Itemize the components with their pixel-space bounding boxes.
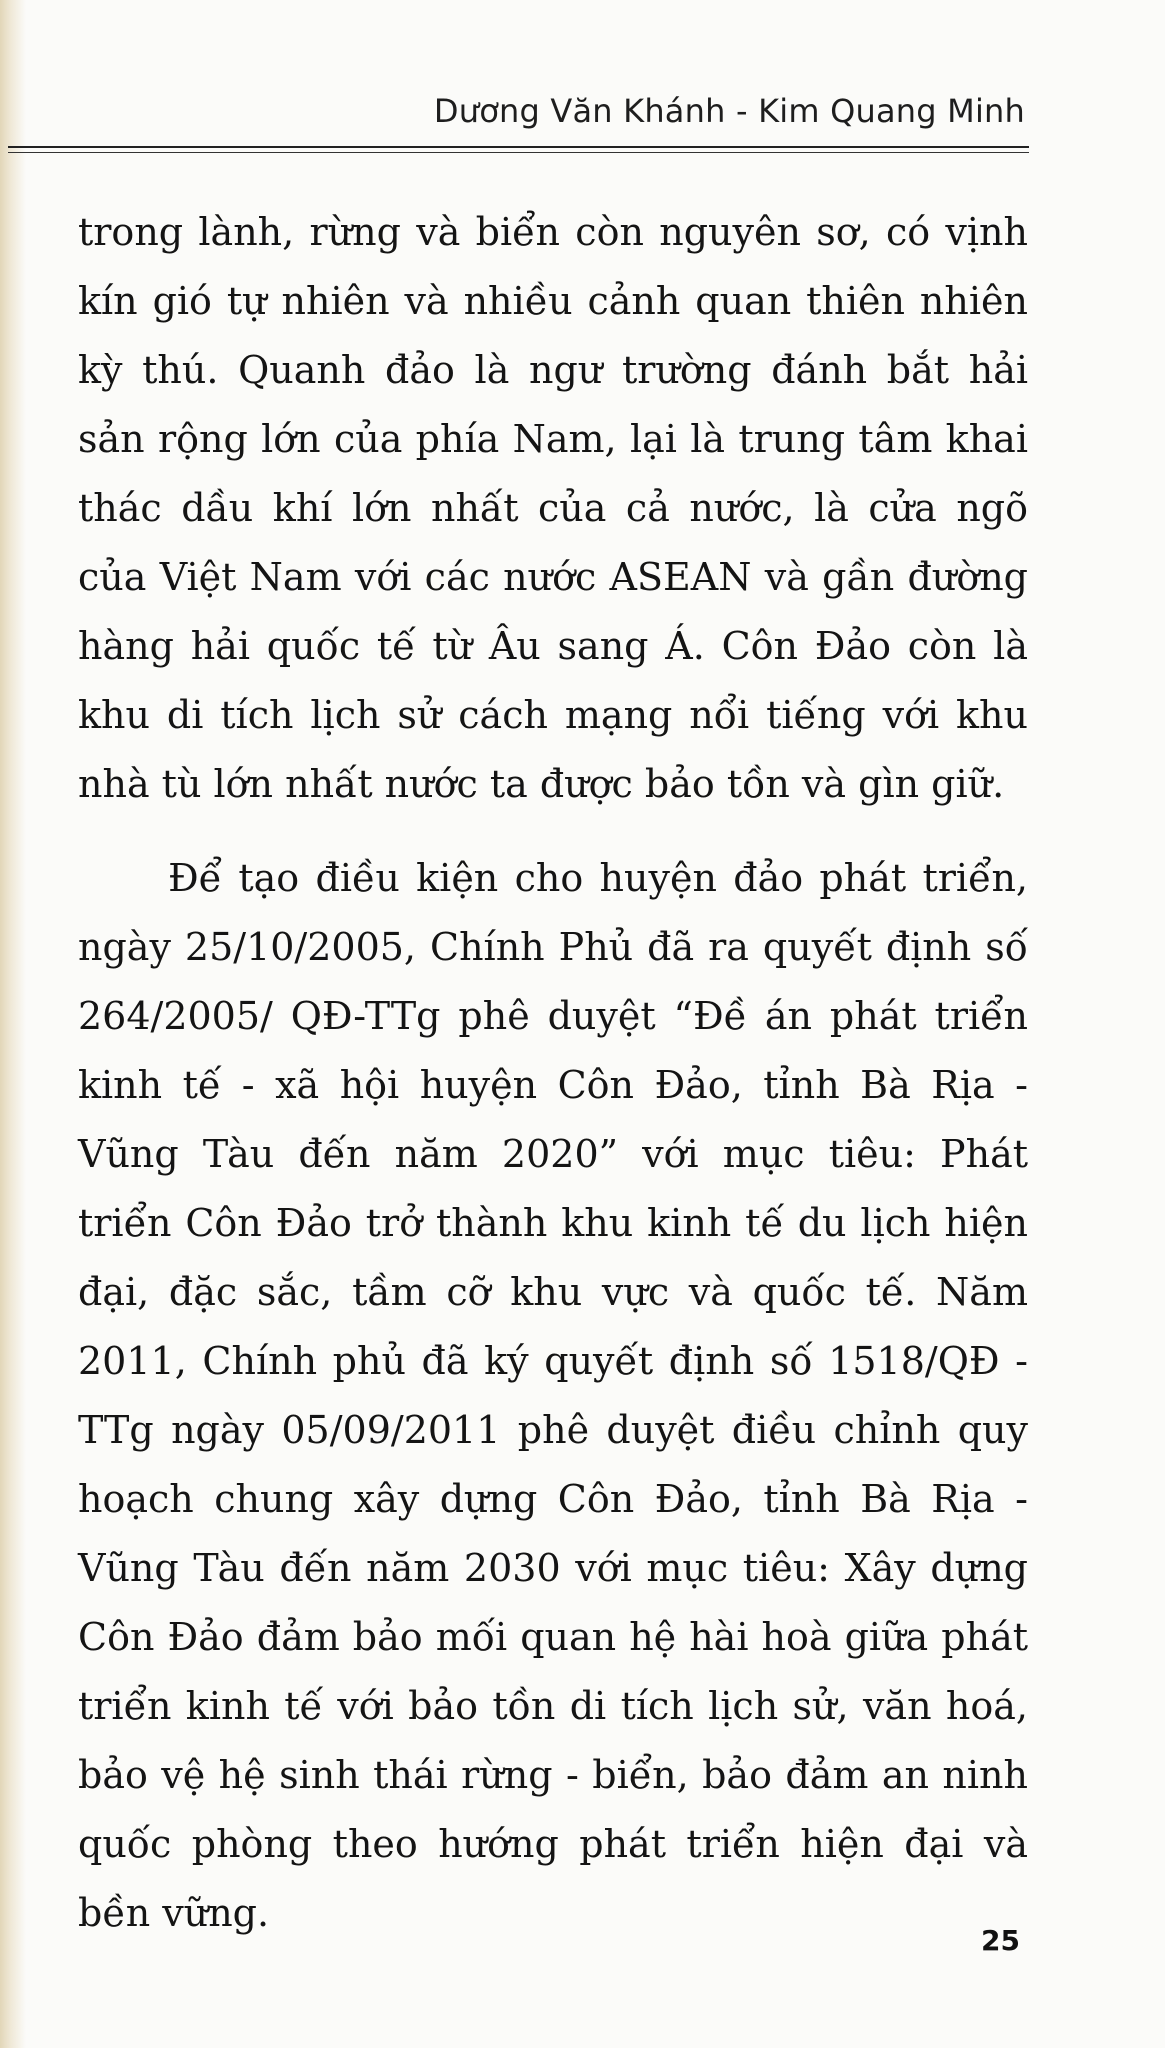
paragraph: Để tạo điều kiện cho huyện đảo phát triển, ngày 25/10/2005, Chính Phủ đã ra quyết định số 264/2005/ QĐ-TTg phê duyệt “Đề án phát triển kinh tế - xã hội huyện Côn Đảo, tỉnh Bà Rịa - Vũng Tàu đến năm 2020” với mục tiêu: Phát triển Côn Đảo trở thành khu kinh tế du lịch hiện đại, đặc sắc, tầm cỡ khu vực và quốc tế. Năm 2011, Chính phủ đã ký quyết định số 1518/QĐ - TTg ngày 05/09/2011 phê duyệt điều chỉnh quy hoạch chung xây dựng Côn Đảo, tỉnh Bà Rịa - Vũng Tàu đến năm 2030 với mục tiêu: Xây dựng Côn Đảo đảm bảo mối quan hệ hài hoà giữa phát triển kinh tế với bảo tồn di tích lịch sử, văn hoá, bảo vệ hệ sinh thái rừng - biển, bảo đảm an ninh quốc phòng theo hướng phát triển hiện đại và bền vững. — [78, 856, 1028, 1935]
body-text — [78, 198, 1028, 1948]
page-number: 25 — [981, 1924, 1020, 1957]
header-rule-secondary — [8, 152, 1029, 153]
paragraph: trong lành, rừng và biển còn nguyên sơ, có vịnh kín gió tự nhiên và nhiều cảnh quan thiên nhiên kỳ thú. Quanh đảo là ngư trường đánh bắt hải sản rộng lớn của phía Nam, lại là trung tâm khai thác dầu khí lớn nhất của cả nước, là cửa ngõ của Việt Nam với các nước ASEAN và gần đường hàng hải quốc tế từ Âu sang Á. Côn Đảo còn là khu di tích lịch sử cách mạng nổi tiếng với khu nhà tù lớn nhất nước ta được bảo tồn và gìn giữ. — [78, 210, 1028, 806]
running-header-authors: Dương Văn Khánh - Kim Quang Minh — [433, 92, 1025, 130]
page-binding-edge — [0, 0, 26, 2048]
header-rule — [8, 146, 1029, 148]
